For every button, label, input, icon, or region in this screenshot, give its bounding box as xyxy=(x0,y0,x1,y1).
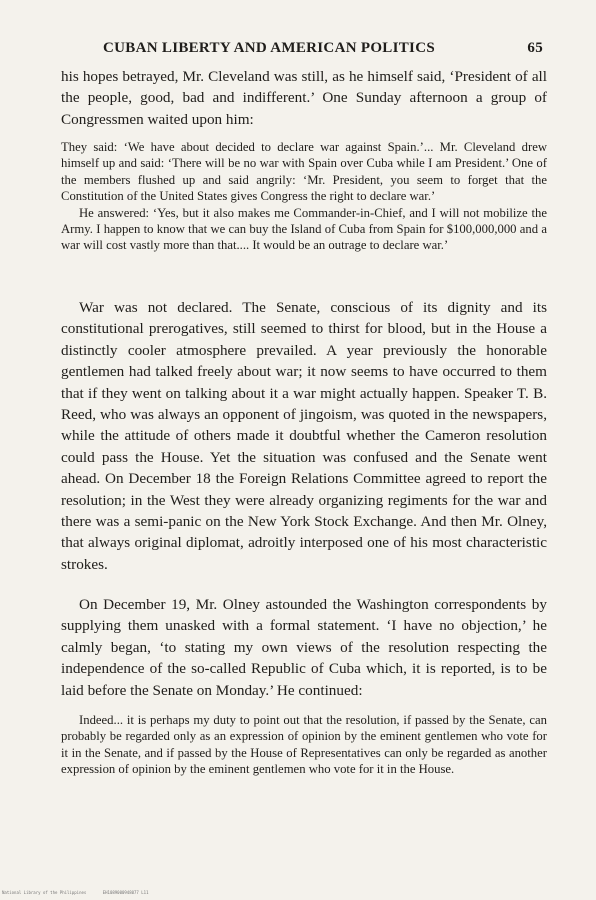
opening-paragraph xyxy=(61,66,547,130)
footer-library: National Library of the Philippines xyxy=(2,890,87,895)
war-paragraph xyxy=(61,297,547,575)
block-quote-olney xyxy=(61,712,547,778)
page-number: 65 xyxy=(527,40,543,56)
block-quote-cleveland xyxy=(61,139,547,254)
quote-paragraph: He answered: ‘Yes, but it also makes me Commander-in-Chief, and I will not mobilize the Army. I happen to know that we can buy the Island of Cuba from Spain for $100,000,000 and a war will cost vastly more than that.... It would be an outrage to declare war.’ xyxy=(61,205,547,253)
footer-code: EH1089000948077 L11 xyxy=(102,890,149,895)
paragraph-text: War was not declared. The Senate, conscious of its dignity and its constitutional prerogatives, still seemed to thirst for blood, but in the House a distinctly cooler atmosphere prevailed. A year previously the honorable gentlemen had talked freely about war; it now seems to have occurred to them that if they went on talking about it a war might actually happen. Speaker T. B. Reed, who was always an opponent of jingoism, was quoted in the newspapers, while the attitude of others made it doubtful whether the Cameron resolution could pass the House. Yet the situation was confused and the Senate went ahead. On December 18 the Foreign Relations Committee agreed to report the resolution; in the West they were already organizing regiments for the war and there was a semi-panic on the New York Stock Exchange. And then Mr. Olney, that always original diplomat, adroitly interposed one of his most characteristic strokes. xyxy=(61,299,547,573)
paragraph-text: his hopes betrayed, Mr. Cleveland was still, as he himself said, ‘President of all the people, good, bad and indifferent.’ One Sunday afternoon a group of Congressmen waited upon him: xyxy=(61,68,547,128)
running-head xyxy=(103,40,543,57)
olney-paragraph xyxy=(61,594,547,701)
quote-paragraph: Indeed... it is perhaps my duty to point out that the resolution, if passed by the Senate, can probably be regarded only as an expression of opinion by the eminent gentlemen who vote for it in the Senate, and if passed by the House of Representatives can only be regarded as another expression of opinion by the eminent gentlemen who vote for it in the House. xyxy=(61,713,547,777)
paragraph-text: On December 19, Mr. Olney astounded the Washington correspondents by supplying them unasked with a formal statement. ‘I have no objection,’ he calmly began, ‘to stating my own views of the resolution respecting the independence of the so-called Republic of Cuba which, it is reported, is to be laid before the Senate on Monday.’ He continued: xyxy=(61,596,547,699)
running-title: CUBAN LIBERTY AND AMERICAN POLITICS xyxy=(103,40,435,56)
scan-footer xyxy=(2,890,162,895)
quote-paragraph: They said: ‘We have about decided to declare war against Spain.’... Mr. Cleveland drew himself up and said: ‘There will be no war with Spain over Cuba while I am President.’ One of the members flushed up and said angrily: ‘Mr. President, you seem to forget that the Constitution of the United States gives Congress the right to declare war.’ xyxy=(61,140,547,204)
